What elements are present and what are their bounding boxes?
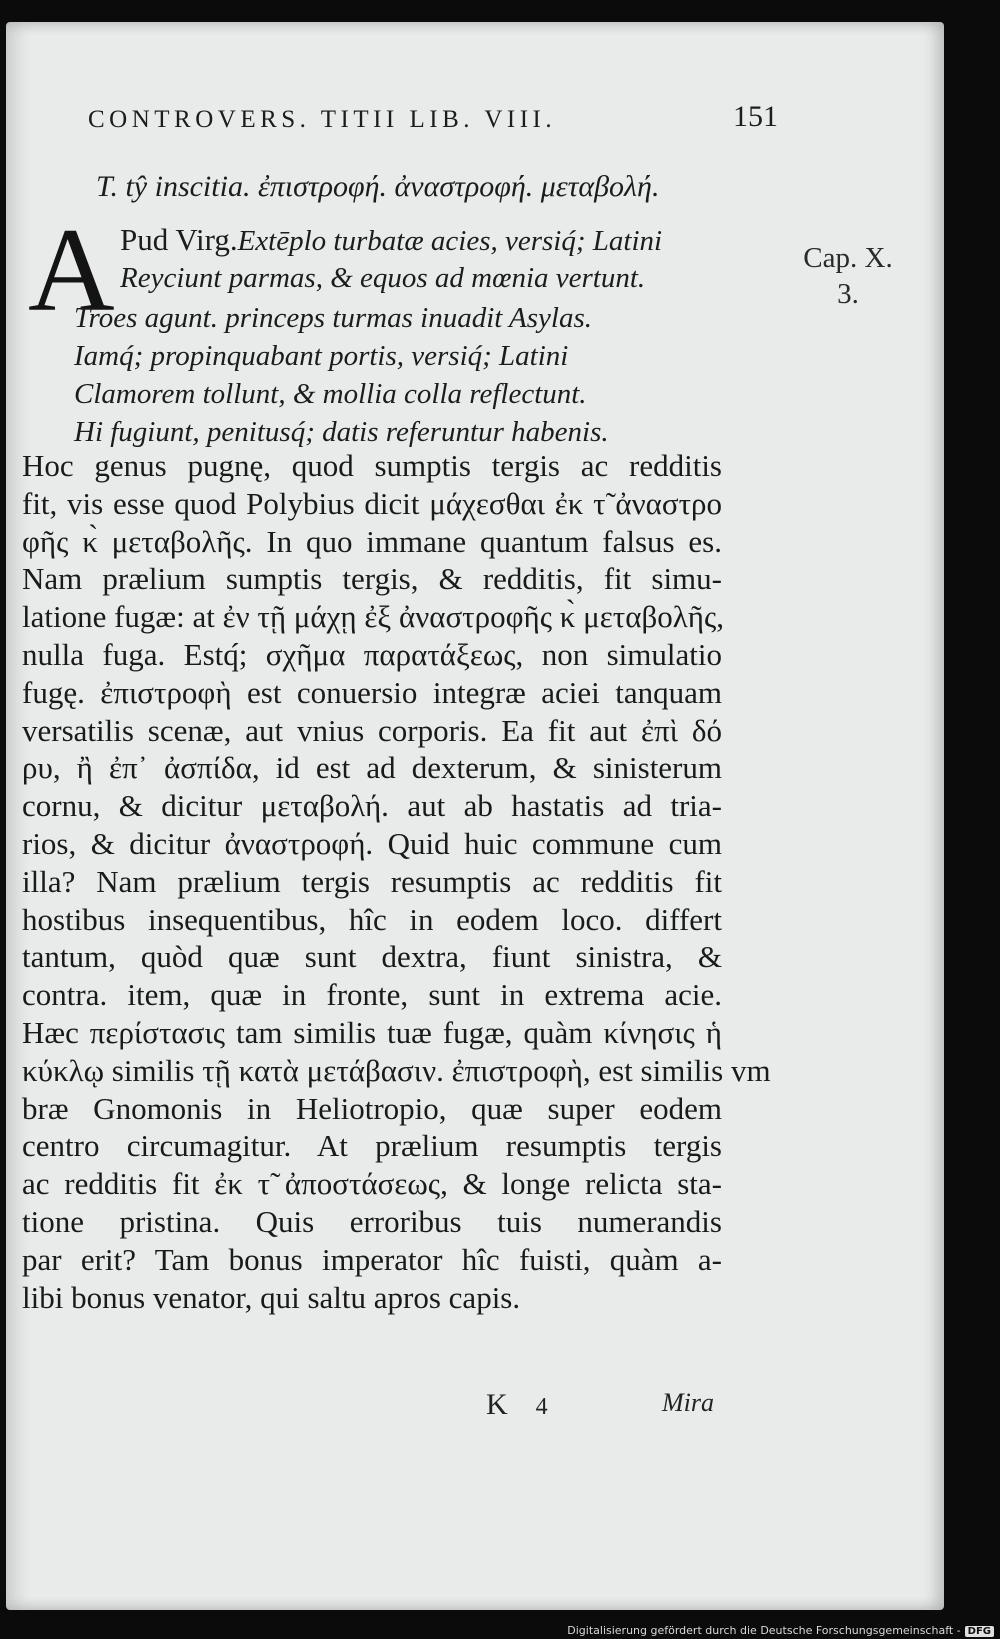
body-line: κύκλῳ similis τῇ κατὰ μετάβασιν. ἐπιστροφὴ, est similis vm [22,1053,771,1088]
verse-line [74,302,834,335]
verse-italic-text: Clamorem tollunt, & mollia colla reflectunt. [74,378,587,410]
catchword: Mira [662,1388,714,1417]
body-line: tantum, quòd quæ sunt dextra, fiunt sinistra, & [22,939,722,974]
dfg-logo: DFG [965,1626,994,1637]
body-line: tione pristina. Quis erroribus tuis numerandis [22,1204,722,1239]
margin-chapter: Cap. X. [803,242,893,274]
body-line: Hæc περίστασις tam similis tuæ fugæ, quàm κίνησις ἡ [22,1015,722,1050]
page-number: 151 [733,100,778,133]
body-line: φῆς κ̀ μεταβολῆς. In quo immane quantum falsus es. [22,524,722,559]
signature-letter: K [486,1388,508,1421]
verse-line [120,222,880,258]
body-line: hostibus insequentibus, hîc in eodem loco. differt [22,902,722,937]
running-title: CONTROVERS. TITII LIB. VIII. [88,106,557,133]
verse-line [120,262,880,295]
verse-italic-text: Hi fugiunt, penitusq́; datis referuntur habenis. [74,416,609,448]
body-line: fugę. ἐπιστροφὴ est conuersio integræ aciei tanquam [22,675,722,710]
verse-italic-text: Iamq́; propinquabant portis, versiq́; Latini [74,340,569,372]
body-line: fit, vis esse quod Polybius dicit μάχεσθαι ἐκ τ̃ ἀναστρο [22,486,722,521]
verse-line [74,416,834,449]
body-line: centro circumagitur. At prælium resumptis tergis [22,1128,722,1163]
signature-mark [486,1388,548,1422]
verse-line [74,340,834,373]
verse-line [74,378,834,411]
body-line: par erit? Tam bonus imperator hîc fuisti, quàm a- [22,1242,722,1277]
verse-roman-text: Pud Virg. [120,222,238,257]
verse-italic-text: Extēplo turbatæ acies, versiq́; Latini [237,225,663,257]
body-line: ρυ, ἢ ἐπ᾽ ἀσπίδα, id est ad dexterum, & sinisterum [22,750,722,785]
body-line: rios, & dicitur ἀναστροφή. Quid huic commune cum [22,826,722,861]
body-line: versatilis scenæ, aut vnius corporis. Ea fit aut ἐπὶ δό [22,713,722,748]
drop-capital: A [28,203,115,336]
verse-italic-text: Troes agunt. princeps turmas inuadit Asylas. [74,302,593,334]
body-line: Nam prælium sumptis tergis, & redditis, fit simu- [22,561,722,596]
digitization-credit [567,1624,994,1637]
body-line: latione fugæ: at ἐν τῇ μάχῃ ἐξ ἀναστροφῆς κ̀ μεταβολῆς, [22,599,724,634]
body-line: ac redditis fit ἐκ τ̃ ἀποστάσεως, & longe relicta sta- [22,1166,722,1201]
body-line: illa? Nam prælium tergis resumptis ac redditis fit [22,864,722,899]
section-subheading: T. tŷ inscitia. ἐπιστροφή. ἀναστροφή. μεταβολή. [96,170,660,203]
credit-text: Digitalisierung gefördert durch die Deutsche Forschungsgemeinschaft - [567,1624,961,1637]
body-line: libi bonus venator, qui saltu apros capis. [22,1280,521,1315]
body-line: cornu, & dicitur μεταβολή. aut ab hastatis ad tria- [22,788,722,823]
body-line: bræ Gnomonis in Heliotropio, quæ super eodem [22,1091,722,1126]
signature-number: 4 [535,1394,548,1420]
body-line: nulla fuga. Estq́; σχῆμα παρατάξεως, non simulatio [22,637,722,672]
verse-italic-text: Reyciunt parmas, & equos ad mœnia vertunt. [120,262,646,294]
body-line: contra. item, quæ in fronte, sunt in extrema acie. [22,977,722,1012]
body-line: Hoc genus pugnę, quod sumptis tergis ac redditis [22,448,722,483]
running-header [88,100,778,134]
margin-number: 3. [837,278,859,310]
